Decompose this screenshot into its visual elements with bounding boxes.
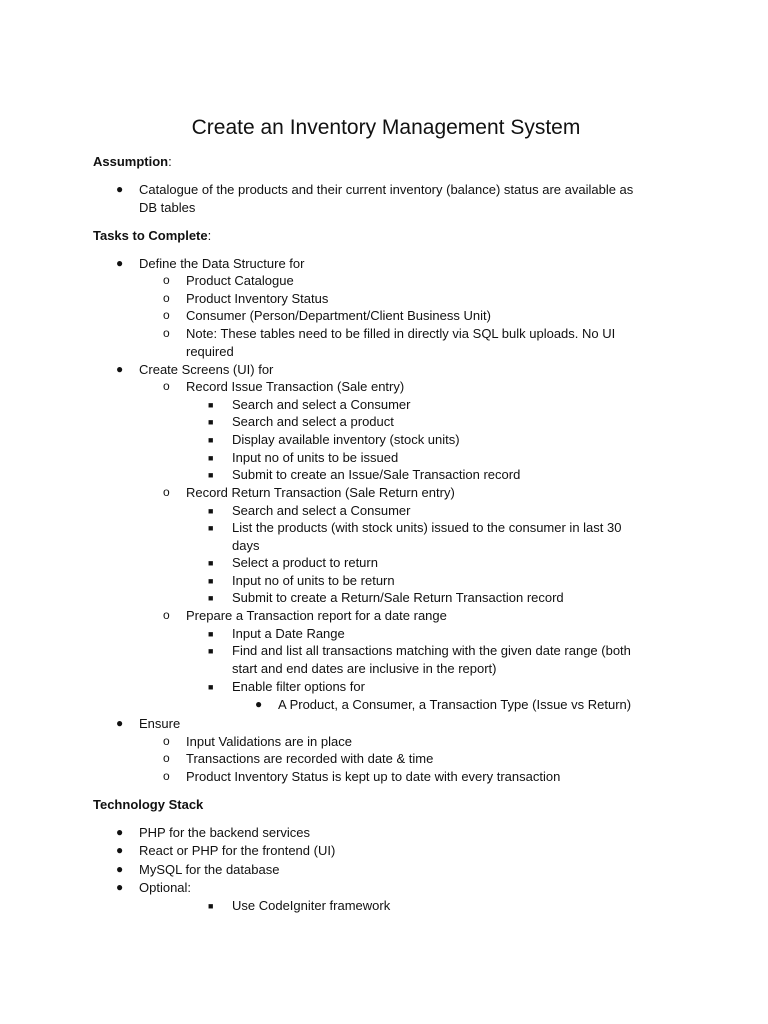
- bullet-square: ■: [208, 506, 214, 516]
- bullet-disc: ●: [116, 843, 124, 857]
- bullet-square: ■: [208, 435, 214, 445]
- define-subitem: Consumer (Person/Department/Client Business Unit): [186, 308, 491, 323]
- bullet-circle: o: [163, 485, 170, 499]
- report-item: Prepare a Transaction report for a date range: [186, 608, 447, 623]
- report-subitem: Enable filter options for: [232, 679, 365, 694]
- bullet-circle: o: [163, 326, 170, 340]
- issue-subitem: Display available inventory (stock units): [232, 432, 460, 447]
- bullet-circle: o: [163, 308, 170, 322]
- report-subitem: Input a Date Range: [232, 626, 345, 641]
- bullet-square: ■: [208, 682, 214, 692]
- define-subitem-cont: required: [186, 344, 234, 359]
- issue-subitem: Search and select a product: [232, 414, 394, 429]
- bullet-circle: o: [163, 769, 170, 783]
- tech-item: PHP for the backend services: [139, 825, 311, 840]
- define-subitem: Product Inventory Status: [186, 291, 329, 306]
- screens-item: Create Screens (UI) for: [139, 362, 274, 377]
- return-subitem: Input no of units to be return: [232, 573, 395, 588]
- bullet-square: ■: [208, 901, 214, 911]
- bullet-square: ■: [208, 629, 214, 639]
- bullet-disc: ●: [116, 825, 124, 839]
- return-subitem-cont: days: [232, 538, 260, 553]
- report-subitem-cont: start and end dates are inclusive in the report): [232, 661, 497, 676]
- bullet-circle: o: [163, 273, 170, 287]
- bullet-square: ■: [208, 470, 214, 480]
- ensure-subitem: Input Validations are in place: [186, 734, 352, 749]
- issue-subitem: Input no of units to be issued: [232, 450, 399, 465]
- bullet-circle: o: [163, 291, 170, 305]
- tech-heading: Technology Stack: [93, 797, 204, 812]
- bullet-square: ■: [208, 646, 214, 656]
- ensure-item: Ensure: [139, 716, 181, 731]
- return-subitem: Submit to create a Return/Sale Return Transaction record: [232, 590, 564, 605]
- bullet-square: ■: [208, 523, 214, 533]
- ensure-subitem: Transactions are recorded with date & time: [186, 751, 434, 766]
- return-item: Record Return Transaction (Sale Return entry): [186, 485, 455, 500]
- define-item: Define the Data Structure for: [139, 256, 305, 271]
- bullet-square: ■: [208, 417, 214, 427]
- return-subitem: Select a product to return: [232, 555, 378, 570]
- bullet-disc: ●: [116, 362, 124, 376]
- tech-optional-item: Use CodeIgniter framework: [232, 898, 391, 913]
- bullet-disc: ●: [116, 880, 124, 894]
- bullet-circle: o: [163, 734, 170, 748]
- bullet-square: ■: [208, 593, 214, 603]
- issue-subitem: Search and select a Consumer: [232, 397, 411, 412]
- filter-options-item: A Product, a Consumer, a Transaction Type (Issue vs Return): [278, 697, 632, 712]
- bullet-square: ■: [208, 558, 214, 568]
- bullet-disc: ●: [255, 697, 263, 711]
- bullet-square: ■: [208, 400, 214, 410]
- assumption-item: Catalogue of the products and their current inventory (balance) status are available as: [139, 182, 634, 197]
- tech-item: Optional:: [139, 880, 192, 895]
- return-subitem: List the products (with stock units) issued to the consumer in last 30: [232, 520, 622, 535]
- return-subitem: Search and select a Consumer: [232, 503, 411, 518]
- tasks-heading: Tasks to Complete:: [93, 228, 212, 243]
- bullet-square: ■: [208, 453, 214, 463]
- bullet-disc: ●: [116, 716, 124, 730]
- define-subitem: Product Catalogue: [186, 273, 294, 288]
- bullet-square: ■: [208, 576, 214, 586]
- bullet-circle: o: [163, 751, 170, 765]
- report-subitem: Find and list all transactions matching with the given date range (both: [232, 643, 631, 658]
- issue-subitem: Submit to create an Issue/Sale Transaction record: [232, 467, 521, 482]
- issue-item: Record Issue Transaction (Sale entry): [186, 379, 405, 394]
- ensure-subitem: Product Inventory Status is kept up to date with every transaction: [186, 769, 561, 784]
- bullet-circle: o: [163, 608, 170, 622]
- define-subitem: Note: These tables need to be filled in directly via SQL bulk uploads. No UI: [186, 326, 616, 341]
- assumption-item-cont: DB tables: [139, 200, 196, 215]
- bullet-disc: ●: [116, 862, 124, 876]
- bullet-disc: ●: [116, 256, 124, 270]
- bullet-disc: ●: [116, 182, 124, 196]
- assumption-heading: Assumption:: [93, 154, 172, 169]
- document-title: Create an Inventory Management System: [191, 116, 581, 139]
- bullet-circle: o: [163, 379, 170, 393]
- tech-item: MySQL for the database: [139, 862, 280, 877]
- tech-item: React or PHP for the frontend (UI): [139, 843, 336, 858]
